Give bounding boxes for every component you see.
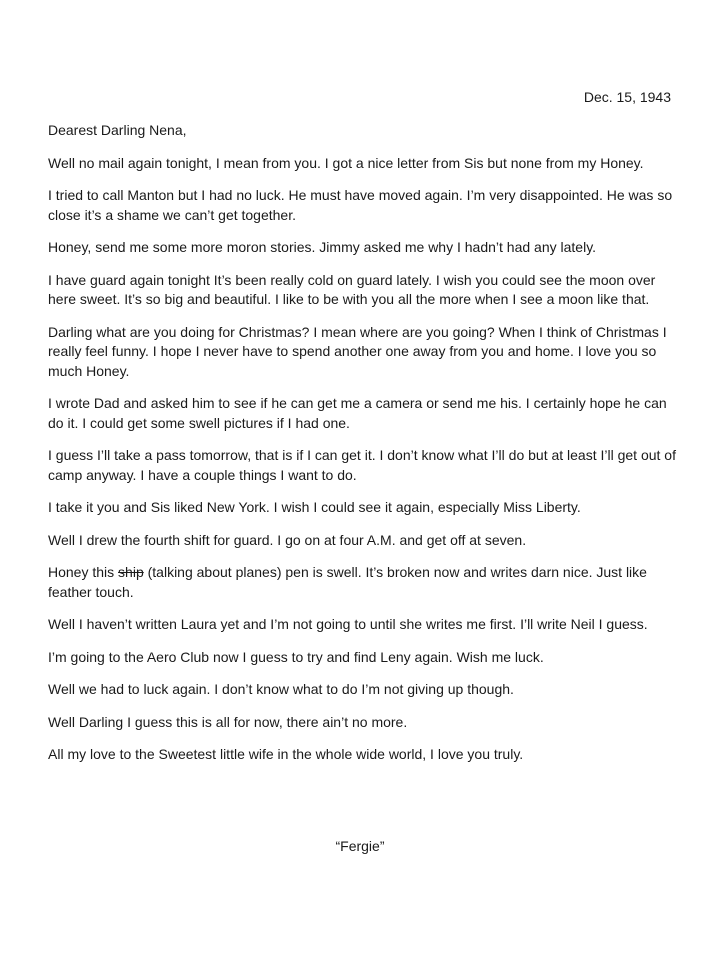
paragraph: Well we had to luck again. I don’t know what to do I’m not giving up though. bbox=[48, 681, 514, 697]
paragraph: I take it you and Sis liked New York. I wish I could see it again, especially Miss Liberty. bbox=[48, 499, 581, 515]
paragraph: Honey, send me some more moron stories. Jimmy asked me why I hadn’t had any lately. bbox=[48, 239, 597, 255]
paragraph: Well I drew the fourth shift for guard. I go on at four A.M. and get off at seven. bbox=[48, 531, 527, 548]
signature: “Fergie” bbox=[335, 838, 385, 854]
paragraph: I have guard again tonight It’s been really cold on guard lately. I wish you could see the moon over here sweet. It’s so big and beautiful. I like to be with you all the more when I see a moon like that. bbox=[48, 271, 656, 307]
pen-text-before: Honey this bbox=[48, 564, 119, 580]
paragraph: Well Darling I guess this is all for now, there ain’t no more. bbox=[48, 713, 408, 730]
paragraph: I wrote Dad and asked him to see if he can get me a camera or send me his. I certainly hope he can do it. I could get some swell pictures if I had one. bbox=[48, 395, 667, 431]
paragraph-pen bbox=[48, 563, 678, 602]
pen-text-after: (talking about planes) pen is swell. It’s broken now and writes darn nice. Just like feather touch. bbox=[48, 564, 647, 600]
closing-paragraph: All my love to the Sweetest little wife in the whole wide world, I love you truly. bbox=[48, 746, 524, 762]
paragraph: I’m going to the Aero Club now I guess to try and find Leny again. Wish me luck. bbox=[48, 648, 544, 665]
struck-word: ship bbox=[118, 564, 144, 580]
salutation: Dearest Darling Nena, bbox=[48, 122, 187, 138]
paragraph: I guess I’ll take a pass tomorrow, that is if I can get it. I don’t know what I’ll do but at least I’ll get out of camp anyway. I have a couple things I want to do. bbox=[48, 447, 676, 483]
letter-body bbox=[48, 121, 678, 778]
letter-date: Dec. 15, 1943 bbox=[583, 89, 671, 105]
paragraph: Well no mail again tonight, I mean from you. I got a nice letter from Sis but none from my Honey. bbox=[48, 154, 644, 171]
paragraph: Well I haven’t written Laura yet and I’m not going to until she writes me first. I’ll write Neil I guess. bbox=[48, 616, 648, 632]
paragraph: Darling what are you doing for Christmas? I mean where are you going? When I think of Christmas I really feel funny. I hope I never have to spend another one away from you and home. I love you so much Honey. bbox=[48, 323, 667, 379]
paragraph: I tried to call Manton but I had no luck. He must have moved again. I’m very disappointed. He was so close it’s a shame we can’t get together. bbox=[48, 187, 673, 223]
